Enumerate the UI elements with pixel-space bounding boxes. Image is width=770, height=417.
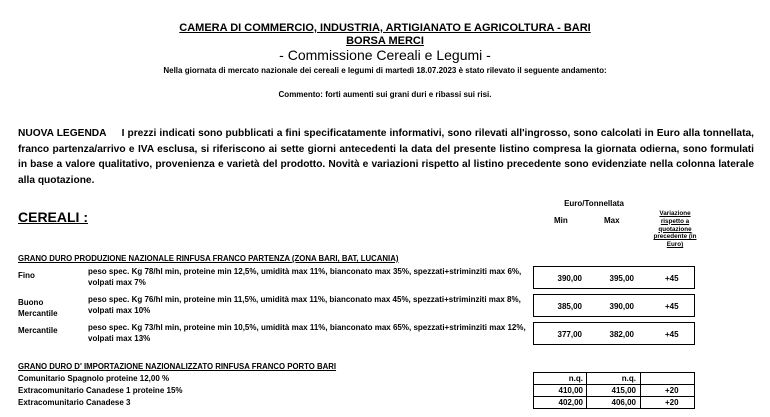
- price-box-row: [533, 322, 695, 345]
- min-price: 385,00: [557, 302, 582, 311]
- min-price: 410,00: [558, 386, 583, 395]
- legend-key: NUOVA LEGENDA: [18, 128, 107, 139]
- divider: [640, 372, 641, 408]
- market-day-note: Nella giornata di mercato nazionale dei cereali e legumi di martedì 18.07.2023 è stato rilevato il seguente andamento:: [163, 66, 607, 75]
- grade-description: peso spec. Kg 73/hl min, proteine min 10,5%, umidità max 11%, bianconato max 65%, spezzati+striminziti max 12%, volpati max 13%: [88, 323, 526, 343]
- variation-header: Variazione rispetto a quotazione precedente (in Euro): [653, 210, 697, 249]
- min-price: 377,00: [557, 330, 582, 339]
- max-header: Max: [604, 216, 620, 225]
- price-variation: +45: [665, 274, 679, 283]
- price-variation: +20: [665, 398, 679, 407]
- unit-header: Euro/Tonnellata: [564, 199, 624, 208]
- divider: [694, 372, 695, 408]
- chamber-title: CAMERA DI COMMERCIO, INDUSTRIA, ARTIGIANATO E AGRICOLTURA - BARI: [179, 22, 591, 34]
- min-price: n.q.: [568, 374, 583, 383]
- grade-name: Buono Mercantile: [18, 298, 58, 318]
- price-box-row: [533, 266, 695, 289]
- price-variation: +20: [665, 386, 679, 395]
- import-grade-name: Comunitario Spagnolo proteine 12,00 %: [18, 374, 170, 383]
- divider: [586, 372, 587, 408]
- section-title-import: GRANO DURO D' IMPORTAZIONE NAZIONALIZZATO RINFUSA FRANCO PORTO BARI: [18, 362, 337, 371]
- grade-description: peso spec. Kg 78/hl min, proteine min 12,5%, umidità max 11%, bianconato max 35%, spezzati+striminziti max 6%, volpati max 7%: [88, 267, 522, 287]
- section-title-national: GRANO DURO PRODUZIONE NAZIONALE RINFUSA FRANCO PARTENZA (ZONA BARI, BAT, LUCANIA): [18, 254, 399, 263]
- max-price: 406,00: [611, 398, 636, 407]
- category-title: CEREALI :: [18, 209, 88, 225]
- commission-title: - Commissione Cereali e Legumi -: [279, 47, 491, 63]
- max-price: n.q.: [621, 374, 636, 383]
- price-box-row: [533, 294, 695, 317]
- min-header: Min: [554, 216, 568, 225]
- grade-description: peso spec. Kg 76/hl min, proteine min 11,5%, umidità max 11%, bianconato max 45%, spezzati+striminziti max 8%, volpati max 10%: [88, 295, 521, 315]
- divider: [533, 408, 695, 409]
- divider: [533, 372, 695, 373]
- legend-paragraph: [18, 126, 754, 188]
- divider: [533, 396, 695, 397]
- min-price: 402,00: [558, 398, 583, 407]
- grade-name: Fino: [18, 271, 35, 280]
- legend-text: I prezzi indicati sono pubblicati a fini specificatamente informativi, sono rilevati all'ingrosso, sono calcolati in Euro alla tonnellata, franco partenza/arrivo e IVA esclusa, si riferiscono ai sette giorni antecedenti la data del presente listino compresa la giornata odierna, sono formulati in base a valore qualitativo, provenienza e varietà del prodotto. Novità e variazioni rispetto al listino precedente sono evidenziate nella colonna laterale alla quotazione.: [18, 128, 754, 186]
- import-grade-name: Extracomunitario Canadese 1 proteine 15%: [18, 386, 183, 395]
- divider: [533, 384, 695, 385]
- max-price: 395,00: [609, 274, 634, 283]
- max-price: 415,00: [611, 386, 636, 395]
- min-price: 390,00: [557, 274, 582, 283]
- max-price: 390,00: [609, 302, 634, 311]
- divider: [533, 372, 534, 408]
- price-variation: +45: [665, 302, 679, 311]
- max-price: 382,00: [609, 330, 634, 339]
- import-grade-name: Extracomunitario Canadese 3: [18, 398, 131, 407]
- market-comment: Commento: forti aumenti sui grani duri e ribassi sui risi.: [278, 90, 492, 99]
- price-variation: +45: [665, 330, 679, 339]
- grade-name: Mercantile: [18, 326, 58, 335]
- exchange-title: BORSA MERCI: [346, 35, 424, 47]
